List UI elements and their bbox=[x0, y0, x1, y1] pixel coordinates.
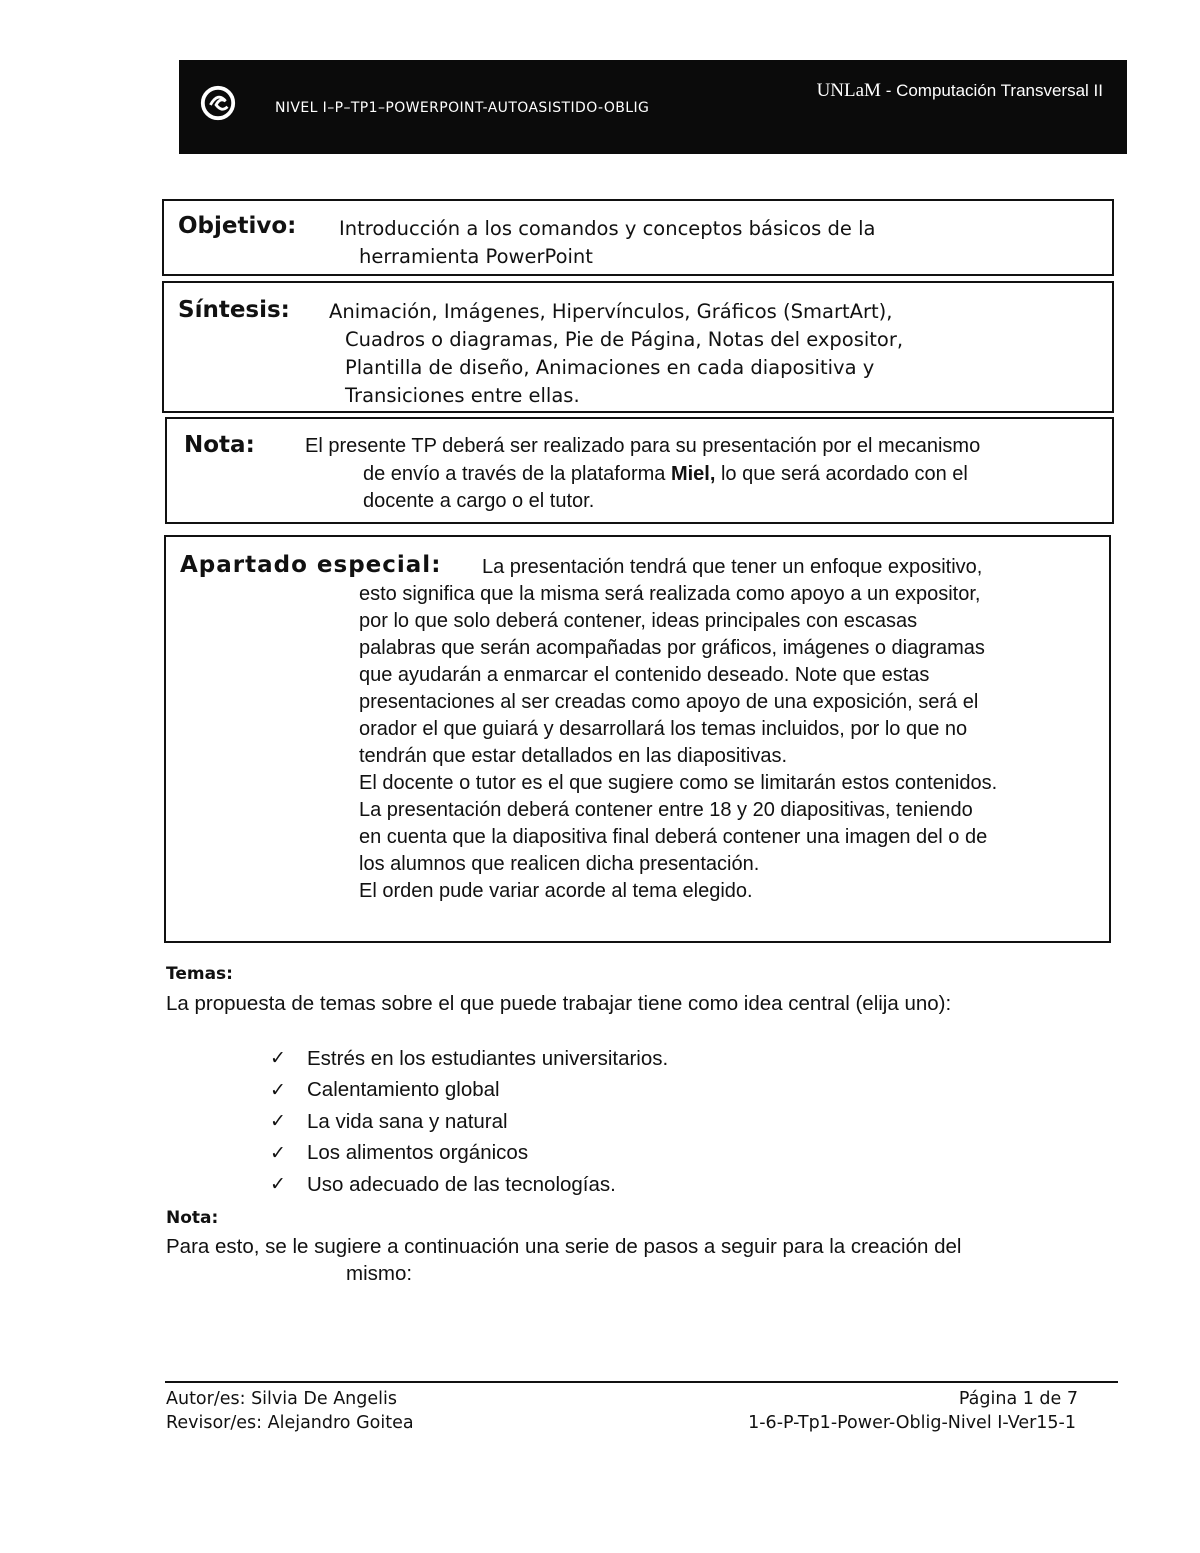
topic-label: Uso adecuado de las tecnologías. bbox=[307, 1172, 616, 1196]
checkmark-icon: ✓ bbox=[270, 1048, 286, 1070]
objetivo-label: Objetivo: bbox=[178, 213, 297, 239]
apartado-label: Apartado especial: bbox=[180, 552, 442, 578]
nota-line-3: docente a cargo o el tutor. bbox=[363, 490, 595, 512]
nota-2-title: Nota: bbox=[166, 1208, 219, 1228]
nota-label: Nota: bbox=[184, 432, 255, 458]
apartado-line: los alumnos que realicen dicha presentación. bbox=[359, 853, 760, 875]
header-course bbox=[817, 80, 1103, 102]
sintesis-label: Síntesis: bbox=[178, 297, 290, 323]
nota-2-text bbox=[166, 1233, 1116, 1287]
apartado-line: en cuenta que la diapositiva final deberá contener una imagen del o de bbox=[359, 826, 988, 848]
apartado-line: orador el que guiará y desarrollará los temas incluidos, por lo que no bbox=[359, 718, 968, 740]
nota-2-line-2: mismo: bbox=[346, 1262, 413, 1285]
nota-line-2 bbox=[363, 461, 968, 488]
apartado-especial-box bbox=[164, 535, 1111, 943]
apartado-line-1: La presentación tendrá que tener un enfoque expositivo, bbox=[482, 556, 983, 578]
topic-list bbox=[270, 1043, 668, 1201]
list-item bbox=[270, 1169, 668, 1201]
apartado-body bbox=[359, 581, 1096, 905]
apartado-line: esto significa que la misma será realizada como apoyo a un expositor, bbox=[359, 583, 981, 605]
sintesis-continuation bbox=[345, 326, 903, 410]
footer-document-id: 1-6-P-Tp1-Power-Oblig-Nivel I-Ver15-1 bbox=[748, 1413, 1076, 1433]
objetivo-line-2: herramienta PowerPoint bbox=[359, 245, 593, 268]
list-item bbox=[270, 1043, 668, 1075]
footer-author: Autor/es: Silvia De Angelis bbox=[166, 1389, 397, 1409]
nota-box bbox=[165, 417, 1114, 524]
course-name: - Computación Transversal II bbox=[880, 81, 1103, 100]
apartado-line: presentaciones al ser creadas como apoyo de una exposición, será el bbox=[359, 691, 979, 713]
checkmark-icon: ✓ bbox=[270, 1142, 286, 1164]
footer-divider bbox=[165, 1381, 1118, 1383]
list-item bbox=[270, 1106, 668, 1138]
nota-2-line-1: Para esto, se le sugiere a continuación una serie de pasos a seguir para la creación del bbox=[166, 1235, 962, 1258]
objetivo-line-1: Introducción a los comandos y conceptos básicos de la bbox=[339, 217, 876, 240]
nota-line-2-text: de envío a través de la plataforma bbox=[363, 463, 671, 485]
brand-name: UNLaM bbox=[816, 80, 881, 101]
miel-platform-name: Miel, bbox=[670, 463, 716, 485]
apartado-line: El orden pude variar acorde al tema elegido. bbox=[359, 880, 753, 902]
apartado-line: El docente o tutor es el que sugiere como se limitarán estos contenidos. bbox=[359, 772, 998, 794]
sintesis-box bbox=[162, 281, 1114, 413]
sintesis-line-1: Animación, Imágenes, Hipervínculos, Gráficos (SmartArt), bbox=[329, 300, 893, 323]
temas-title: Temas: bbox=[166, 964, 233, 984]
topic-label: Calentamiento global bbox=[307, 1078, 500, 1102]
document-code: NIVEL I–P–TP1–POWERPOINT-AUTOASISTIDO-OBLIG bbox=[275, 100, 650, 116]
topic-label: Los alimentos orgánicos bbox=[307, 1141, 529, 1165]
list-item bbox=[270, 1075, 668, 1107]
unlam-logo-icon bbox=[199, 84, 237, 122]
checkmark-icon: ✓ bbox=[270, 1111, 286, 1133]
checkmark-icon: ✓ bbox=[270, 1079, 286, 1101]
objetivo-box bbox=[162, 199, 1114, 276]
nota-line-1: El presente TP deberá ser realizado para su presentación por el mecanismo bbox=[305, 435, 981, 457]
apartado-line: palabras que serán acompañadas por gráficos, imágenes o diagramas bbox=[359, 637, 985, 659]
topic-label: Estrés en los estudiantes universitarios. bbox=[307, 1046, 669, 1070]
sintesis-line: Cuadros o diagramas, Pie de Página, Notas del expositor, bbox=[345, 328, 904, 351]
sintesis-line: Plantilla de diseño, Animaciones en cada diapositiva y bbox=[345, 356, 875, 379]
document-header bbox=[179, 60, 1127, 154]
footer-reviewer: Revisor/es: Alejandro Goitea bbox=[166, 1413, 414, 1433]
checkmark-icon: ✓ bbox=[270, 1174, 286, 1196]
apartado-line: que ayudarán a enmarcar el contenido deseado. Note que estas bbox=[359, 664, 930, 686]
list-item bbox=[270, 1138, 668, 1170]
nota-line-2-end: lo que será acordado con el bbox=[715, 463, 968, 485]
apartado-line: tendrán que estar detallados en las diapositivas. bbox=[359, 745, 788, 767]
apartado-line: La presentación deberá contener entre 18 y 20 diapositivas, teniendo bbox=[359, 799, 973, 821]
apartado-line: por lo que solo deberá contener, ideas principales con escasas bbox=[359, 610, 918, 632]
sintesis-line: Transiciones entre ellas. bbox=[345, 384, 580, 407]
footer-page-number: Página 1 de 7 bbox=[958, 1389, 1078, 1409]
topic-label: La vida sana y natural bbox=[307, 1109, 508, 1133]
temas-intro: La propuesta de temas sobre el que puede trabajar tiene como idea central (elija uno): bbox=[166, 992, 952, 1015]
